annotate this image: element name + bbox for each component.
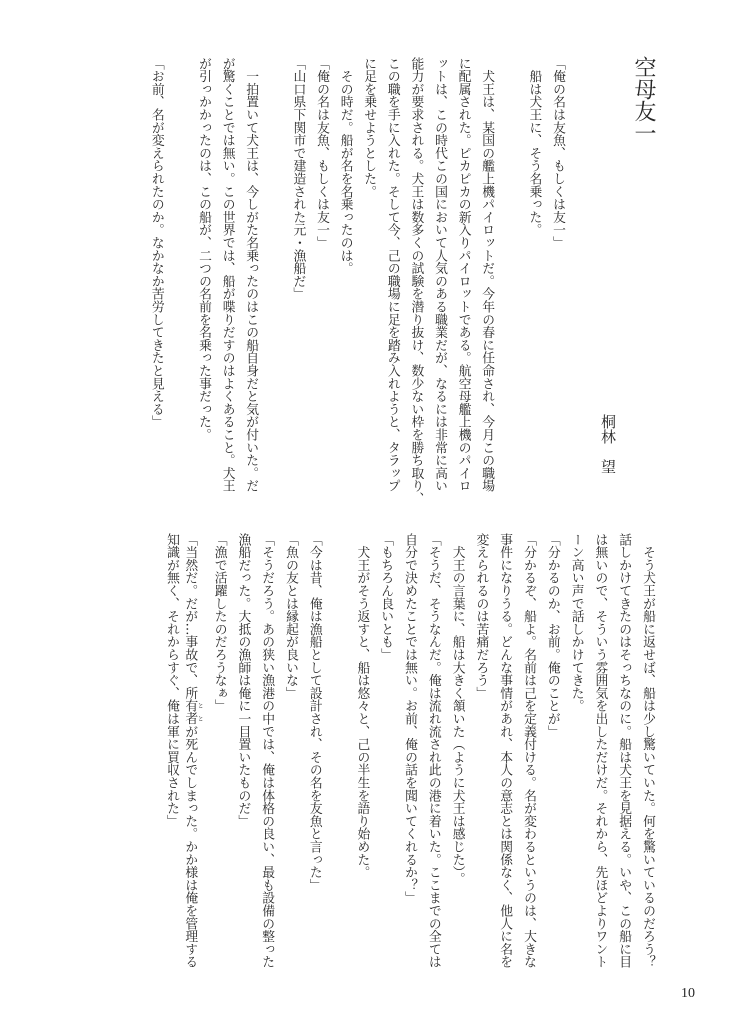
ruby-text: とと: [196, 699, 204, 725]
text-line: 「魚の友とは縁起が良いな」: [283, 533, 298, 700]
text-line: 事件になりうる。どんな事情があれ、本人の意志とは関係なく、他人に名を: [497, 533, 513, 969]
text-line: に配属された。ピカピカの新入りパイロットである。航空母艦上機のパイロ: [455, 57, 471, 493]
text-line: 「今は昔、俺は漁船として設計され、その名を友魚と言った」: [306, 533, 322, 892]
text-line: 「お前、名が変えられたのか。なかなか苦労してきたと見える」: [148, 57, 164, 429]
author-name: 桐林 望: [599, 414, 617, 474]
text-line: 漁船だった。大抵の漁師は俺に一目置いたものだ」: [235, 533, 251, 828]
text-line: 「漁で活躍したのだろうなぁ」: [211, 533, 227, 713]
text-line: ーン高い声で話しかけてきた。: [568, 533, 584, 713]
page-number: 10: [681, 986, 695, 1001]
text-line: 「分かるのか、お前。俺のことが」: [544, 533, 560, 738]
text-line: 「そうだろう。あの狭い漁港の中では、俺は体格の良い、最も設備の整った: [259, 533, 275, 969]
text-line: 「俺の名は友魚、もしくは友一」: [550, 57, 565, 249]
text-line: 自分で決めたことでは無い。お前、俺の話を聞いてくれるか？」: [402, 533, 417, 905]
text-line: 「分かるぞ、船よ。名前は己を定義付ける。名が変わるというのは、大きな: [521, 533, 536, 969]
text-line: 犬王は、某国の艦上機パイロットだ。今年の春に任命され、今月この職場: [479, 57, 495, 493]
text-line: その時だ。船が名を名乗ったのは。: [337, 57, 353, 275]
text-line: 船は犬王に、そう名乗った。: [526, 57, 542, 237]
text-line: 「そうだ、そうなんだ。俺は流れ流され此の港に着いた。ここまでの全ては: [425, 533, 441, 969]
text-line: が驚くことでは無い。この世界では、船が喋りだすのはよくあること。犬王: [219, 57, 235, 493]
text-segment: が死んでしまった。かか様は俺を管理する: [182, 725, 198, 969]
text-line: この職を手に入れた。そして今、己の職場に足を踏み入れようと、タラップ: [384, 57, 400, 493]
text-line: 話しかけてきたのはそっちなのに。船は犬王を見据える。いや、この船に目: [616, 533, 632, 969]
text-line: 犬王の言葉に、船は大きく頷いた（ように犬王は感じた）。: [449, 533, 465, 885]
text-line: [182, 533, 204, 969]
text-line: に足を乗せようとした。: [361, 57, 377, 198]
text-line: 「山口県下関市で建造された元・漁船だ」: [290, 57, 306, 301]
text-line: 「俺の名は友魚、もしくは友一」: [314, 57, 329, 249]
text-line: は無いので、そういう雰囲気を出しただけだ。それから、先ほどよりワント: [592, 533, 608, 969]
text-line: そう犬王が船に返せば、船は少し驚いていた。何を驚いているのだろう？: [640, 533, 655, 969]
text-line: 犬王がそう返すと、船は悠々と、己の半生を語り始めた。: [354, 533, 370, 879]
text-line: 能力が要求される。犬王は数多くの試験を潜り抜け、数少ない枠を勝ち取り、: [408, 57, 424, 505]
text-line: 「もちろん良いとも」: [378, 533, 394, 661]
ruby-annotation: [182, 699, 204, 726]
text-line: 知識が無く、それからすぐ、俺は軍に買収された」: [164, 533, 179, 828]
text-line: 変えられるのは苦痛だろう」: [473, 533, 489, 700]
text-line: ットは、この時代この国において人気のある職業だが、なるには非常に高い: [432, 57, 447, 493]
text-segment: 「当然だ。だが…事故で、所: [182, 533, 198, 700]
text-line: 一拍置いて犬王は、今しがた名乗ったのはこの船自身だと気が付いた。だ: [243, 57, 259, 493]
text-line: が引っかかったのは、この船が、二つの名前を名乗った事だった。: [196, 57, 211, 441]
ruby-base: 有者: [182, 699, 198, 726]
story-title: 空母友一: [631, 56, 656, 144]
